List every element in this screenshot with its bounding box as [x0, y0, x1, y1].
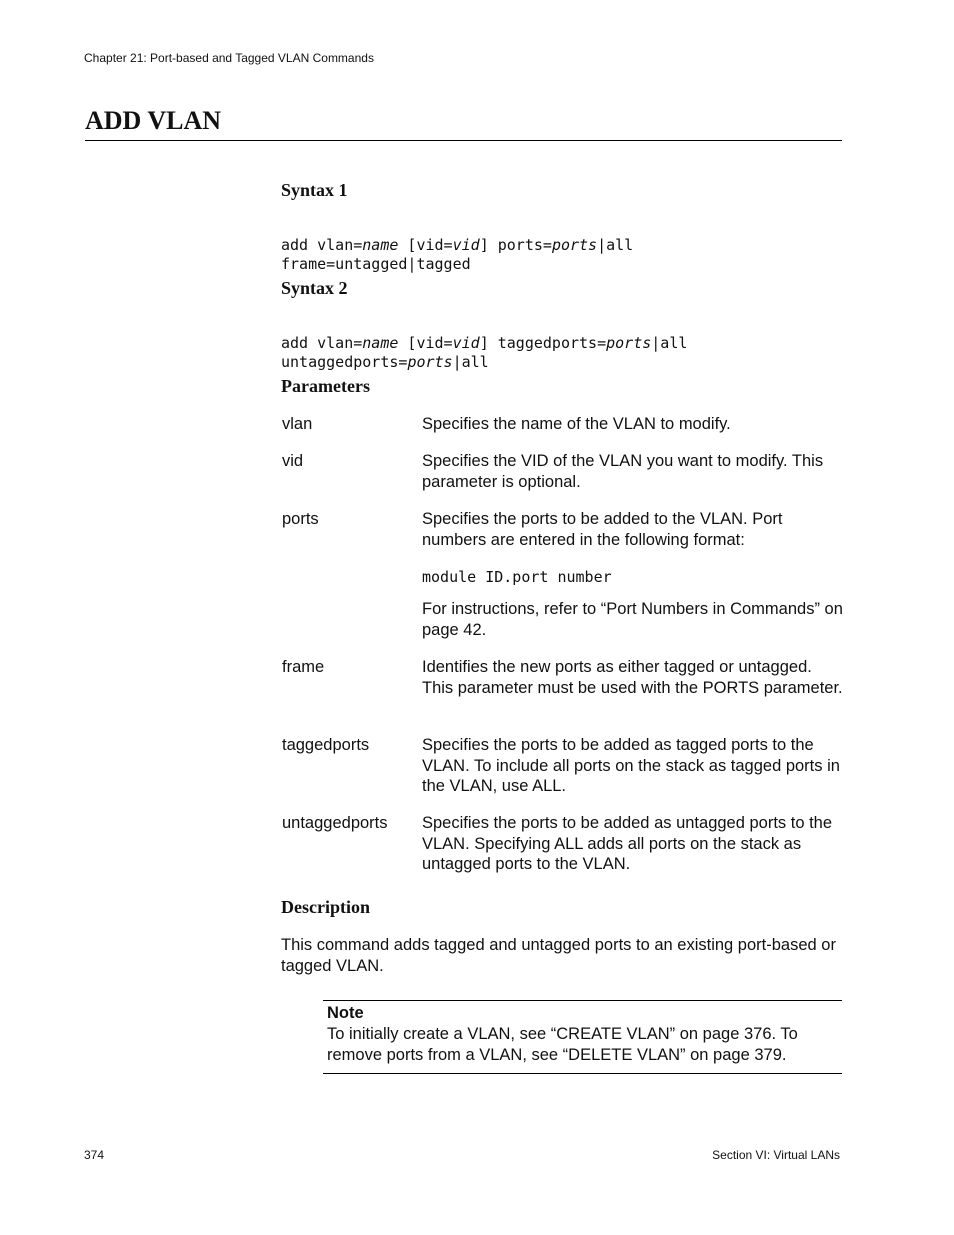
code-placeholder: vid [452, 236, 480, 254]
syntax1-code [281, 217, 633, 274]
param-desc-vid: Specifies the VID of the VLAN you want to modify. This parameter is optional. [422, 452, 824, 491]
section-footer: Section VI: Virtual LANs [712, 1148, 840, 1162]
param-desc-frame: Identifies the new ports as either tagged or untagged. This parameter must be used with the PORTS parameter. [422, 658, 843, 697]
syntax2-line1 [281, 334, 687, 353]
code-literal: ] ports= [479, 236, 552, 254]
syntax2-line2 [281, 353, 687, 372]
param-desc-taggedports: Specifies the ports to be added as tagged ports to the VLAN. To include all ports on the stack as tagged ports in the VLAN, use ALL. [422, 736, 840, 795]
running-header: Chapter 21: Port-based and Tagged VLAN Commands [84, 51, 374, 65]
description-text: This command adds tagged and untagged ports to an existing port-based or tagged VLAN. [281, 936, 836, 975]
param-desc-untaggedports: Specifies the ports to be added as untagged ports to the VLAN. Specifying ALL adds all ports on the stack as untagged ports to the VLAN. [422, 814, 833, 873]
param-name-frame: frame [282, 658, 325, 676]
syntax1-line2 [281, 255, 633, 274]
param-ports-format: module ID.port number [422, 568, 612, 586]
page-number: 374 [84, 1148, 105, 1162]
note-top-rule [323, 1000, 842, 1001]
code-placeholder: ports [606, 334, 652, 352]
code-literal: add vlan= [281, 236, 363, 254]
param-name-taggedports: taggedports [282, 736, 370, 754]
code-placeholder: name [362, 334, 399, 352]
param-ports-ref: For instructions, refer to “Port Numbers in Commands” on page 42. [422, 600, 843, 639]
param-desc-vlan: Specifies the name of the VLAN to modify. [422, 415, 731, 433]
param-name-vid: vid [282, 452, 304, 470]
note-title: Note [327, 1004, 364, 1022]
code-literal: |all [651, 334, 688, 352]
code-literal: untaggedports= [281, 353, 408, 371]
param-name-vlan: vlan [282, 415, 313, 433]
syntax2-code [281, 315, 687, 372]
description-heading: Description [281, 897, 370, 917]
param-name-ports: ports [282, 510, 319, 528]
note-bottom-rule [323, 1073, 842, 1074]
title-rule [85, 140, 842, 141]
note-text: To initially create a VLAN, see “CREATE VLAN” on page 376. To remove ports from a VLAN, see “DELETE VLAN” on page 379. [327, 1025, 798, 1064]
code-placeholder: name [362, 236, 399, 254]
code-literal: [vid= [398, 334, 453, 352]
code-literal: [vid= [398, 236, 453, 254]
syntax1-line1 [281, 236, 633, 255]
syntax1-heading: Syntax 1 [281, 180, 348, 200]
parameters-heading: Parameters [281, 376, 370, 396]
code-placeholder: vid [452, 334, 480, 352]
param-desc-ports: Specifies the ports to be added to the VLAN. Port numbers are entered in the following format: [422, 510, 783, 549]
code-literal: add vlan= [281, 334, 363, 352]
param-name-untaggedports: untaggedports [282, 814, 388, 832]
code-placeholder: ports [407, 353, 453, 371]
code-literal: |all [597, 236, 634, 254]
syntax2-heading: Syntax 2 [281, 278, 348, 298]
code-literal: ] taggedports= [479, 334, 607, 352]
code-literal: frame=untagged|tagged [281, 255, 471, 273]
page-title: ADD VLAN [85, 106, 222, 135]
code-placeholder: ports [551, 236, 598, 254]
code-literal: |all [452, 353, 489, 371]
